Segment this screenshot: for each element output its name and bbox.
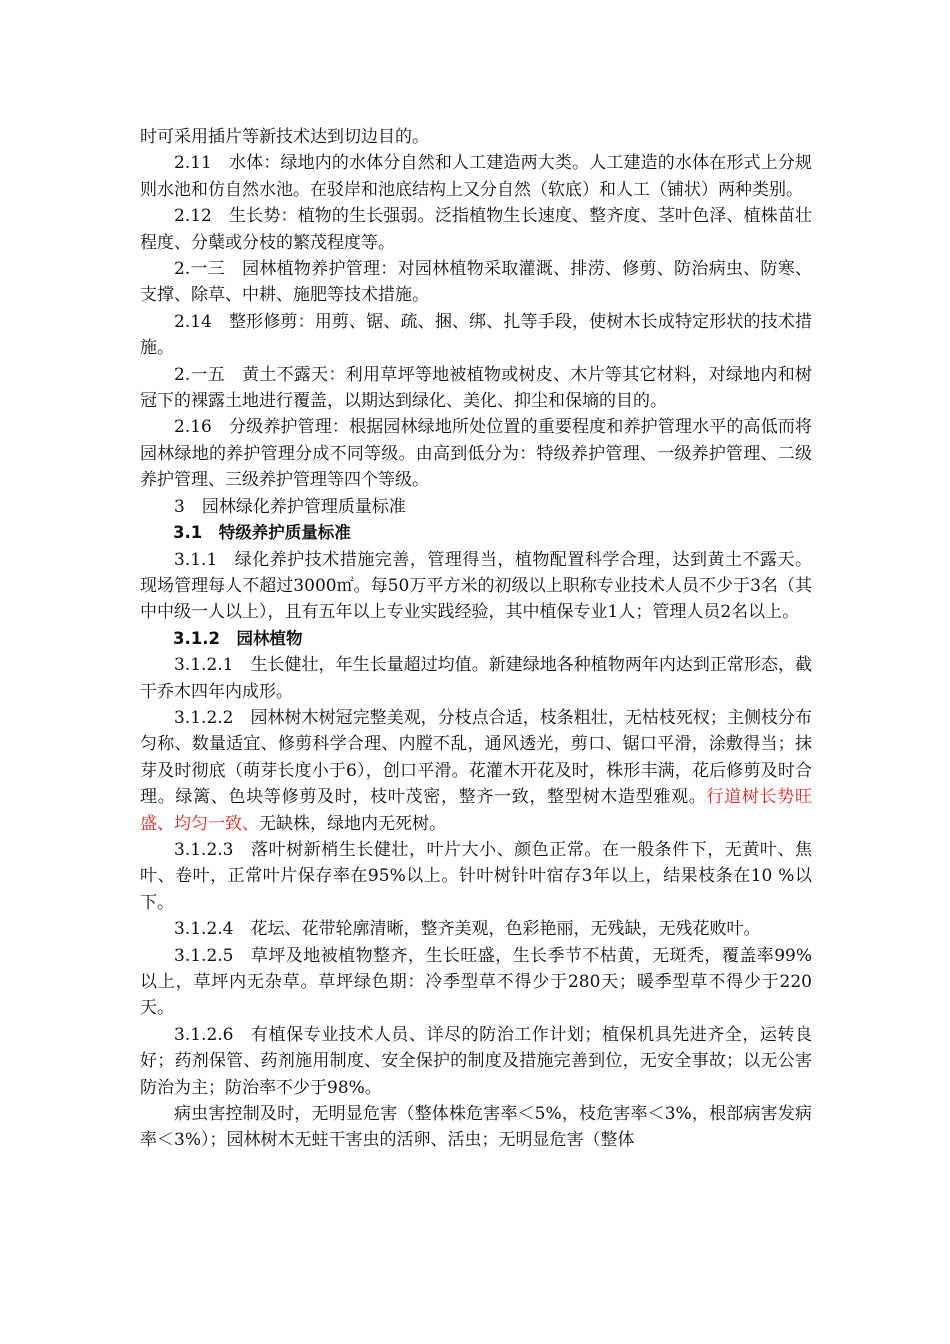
paragraph-pest-control xyxy=(140,1101,812,1154)
paragraph-3-1-2-2 xyxy=(140,705,812,837)
heading-3-1 xyxy=(140,520,812,546)
clause-number: 3.1.2.5 xyxy=(174,945,234,966)
paragraph-continuation xyxy=(140,124,812,150)
paragraph-text: 生长势：植物的生长强弱。泛指植物生长速度、整齐度、茎叶色泽、植株苗壮程度、分蘖或分枝的繁茂程度等。 xyxy=(140,206,812,253)
clause-number: 2.16 xyxy=(174,417,212,438)
paragraph-text: 分级养护管理：根据园林绿地所处位置的重要程度和养护管理水平的高低而将园林绿地的养护管理分成不同等级。由高到低分为：特级养护管理、一级养护管理、二级养护管理、三级养护管理等四个等级。 xyxy=(140,417,812,491)
paragraph-text: 园林树木树冠完整美观，分枝点合适，枝条粗壮，无枯枝死杈；主侧枝分布匀称、数量适宜、修剪科学合理、内膛不乱，通风透光，剪口、锯口平滑，涂敷得当；抹芽及时彻底（萌芽长度小于6），创口平滑。花灌木开花及时，株形丰满，花后修剪及时合理。绿篱、色块等修剪及时，枝叶茂密，整齐一致，整型树木造型雅观。 xyxy=(140,707,812,808)
paragraph-text: 绿化养护技术措施完善，管理得当，植物配置科学合理，达到黄土不露天。现场管理每人不超过3000㎡。每50万平方米的初级以上职称专业技术人员不少于3名（其中中级一人以上），且有五年以上专业实践经验，其中植保专业1人；管理人员2名以上。 xyxy=(140,549,812,623)
document-page xyxy=(140,124,812,1154)
clause-number: 2.11 xyxy=(174,153,212,174)
heading-text: 园林植物 xyxy=(236,628,303,648)
paragraph-text: 生长健壮，年生长量超过均值。新建绿地各种植物两年内达到正常形态，截干乔木四年内成形。 xyxy=(140,655,812,702)
heading-number: 3.1 xyxy=(173,523,203,543)
clause-number: 2.一三 xyxy=(174,259,226,280)
highlighted-text: 行道树长势旺盛、均匀一致、 xyxy=(140,787,813,834)
paragraph-text: 草坪及地被植物整齐，生长旺盛，生长季节不枯黄，无斑秃，覆盖率99%以上，草坪内无杂草。草坪绿色期：冷季型草不得少于280天；暖季型草不得少于220天。 xyxy=(140,945,812,1019)
paragraph-2-13 xyxy=(140,256,812,309)
paragraph-2-15 xyxy=(140,362,812,415)
section-title-text: 园林绿化养护管理质量标准 xyxy=(201,496,406,517)
paragraph-3-1-2-5 xyxy=(140,943,812,1022)
section-title-3 xyxy=(140,494,812,520)
paragraph-3-1-1 xyxy=(140,547,812,626)
paragraph-text: 水体：绿地内的水体分自然和人工建造两大类。人工建造的水体在形式上分规则水池和仿自然水池。在驳岸和池底结构上又分自然（软底）和人工（铺状）两种类别。 xyxy=(140,153,812,200)
clause-number: 3.1.2.3 xyxy=(174,839,234,860)
heading-number: 3.1.2 xyxy=(173,628,220,648)
heading-text: 特级养护质量标准 xyxy=(218,523,351,543)
paragraph-text-tail: 无缺株，绿地内无死树。 xyxy=(259,813,446,834)
paragraph-text: 有植保专业技术人员、详尽的防治工作计划；植保机具先进齐全，运转良好；药剂保管、药剂施用制度、安全保护的制度及措施完善到位，无安全事故；以无公害防治为主；防治率不少于98%。 xyxy=(140,1024,812,1098)
paragraph-2-12 xyxy=(140,203,812,256)
paragraph-text: 病虫害控制及时，无明显危害（整体株危害率＜5%，枝危害率＜3%，根部病害发病率＜3%）；园林树木无蛀干害虫的活卵、活虫；无明显危害（整体 xyxy=(140,1104,812,1151)
clause-number: 3.1.2.6 xyxy=(174,1024,234,1045)
paragraph-text: 黄土不露天：利用草坪等地被植物或树皮、木片等其它材料，对绿地内和树冠下的裸露土地进行覆盖，以期达到绿化、美化、抑尘和保墒的目的。 xyxy=(140,364,812,412)
clause-number: 3.1.1 xyxy=(174,549,218,570)
clause-number: 3.1.2.2 xyxy=(174,707,234,728)
paragraph-3-1-2-4 xyxy=(140,916,812,942)
clause-number: 2.一五 xyxy=(174,364,226,385)
clause-number: 2.14 xyxy=(174,311,212,332)
heading-3-1-2 xyxy=(140,626,812,652)
paragraph-text: 时可采用插片等新技术达到切边目的。 xyxy=(140,127,429,147)
paragraph-text: 落叶树新梢生长健壮，叶片大小、颜色正常。在一般条件下，无黄叶、焦叶、卷叶，正常叶片保存率在95%以上。针叶树针叶宿存3年以上，结果枝条在10 %以下。 xyxy=(140,839,812,913)
paragraph-3-1-2-6 xyxy=(140,1022,812,1101)
section-number: 3 xyxy=(174,496,185,517)
clause-number: 3.1.2.4 xyxy=(174,919,234,940)
clause-number: 2.12 xyxy=(174,206,212,227)
clause-number: 3.1.2.1 xyxy=(174,655,234,676)
paragraph-2-14 xyxy=(140,309,812,362)
paragraph-2-11 xyxy=(140,150,812,203)
paragraph-text: 整形修剪：用剪、锯、疏、捆、绑、扎等手段，使树木长成特定形状的技术措施。 xyxy=(140,311,812,359)
paragraph-3-1-2-1 xyxy=(140,652,812,705)
paragraph-2-16 xyxy=(140,414,812,493)
paragraph-3-1-2-3 xyxy=(140,837,812,916)
paragraph-text: 花坛、花带轮廓清晰，整齐美观，色彩艳丽，无残缺，无残花败叶。 xyxy=(250,919,761,940)
paragraph-text: 园林植物养护管理：对园林植物采取灌溉、排涝、修剪、防治病虫、防寒、支撑、除草、中耕、施肥等技术措施。 xyxy=(140,259,812,306)
